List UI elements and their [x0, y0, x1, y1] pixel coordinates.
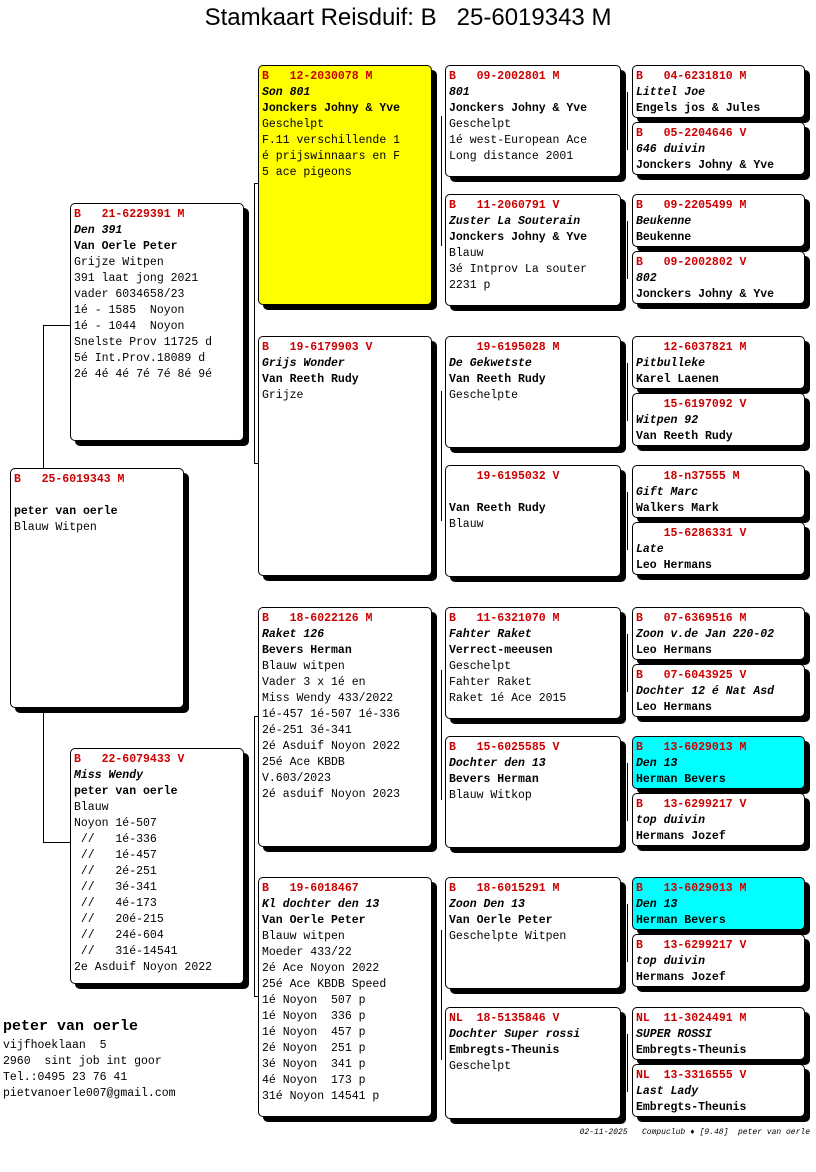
ring-number: B 18-6015291 M [449, 882, 560, 895]
connector-line [627, 763, 628, 821]
info-line: Miss Wendy 433/2022 [262, 692, 394, 705]
breeder-name: Jonckers Johny & Yve [636, 159, 775, 172]
pigeon-card-dam-sire [258, 607, 432, 847]
ring-number: B 13-6029013 M [636, 882, 747, 895]
owner-email: pietvanoerle007@gmail.com [3, 1087, 176, 1100]
info-line: Moeder 433/22 [262, 946, 352, 959]
info-line: 391 laat jong 2021 [74, 272, 199, 285]
info-line: // 31é-14541 [74, 945, 178, 958]
pigeon-card-dds [445, 877, 621, 989]
info-line: // 1é-457 [74, 849, 157, 862]
breeder-name: Jonckers Johny & Yve [262, 102, 401, 115]
info-line: Geschelpte [449, 389, 519, 402]
info-line: // 20é-215 [74, 913, 164, 926]
info-line: é prijswinnaars en F [262, 150, 401, 163]
connector-line [441, 116, 442, 246]
pigeon-name: Gift Marc [636, 486, 699, 499]
connector-line [627, 92, 628, 150]
info-line: 1é - 1585 Noyon [74, 304, 185, 317]
connector-line [627, 904, 628, 962]
info-line: Blauw Witkop [449, 789, 532, 802]
ring-number: NL 11-3024491 M [636, 1012, 747, 1025]
pigeon-card-sire-sire [258, 65, 432, 305]
info-line: Geschelpt [449, 118, 512, 131]
pigeon-name: Zuster La Souterain [449, 215, 581, 228]
ring-number: B 09-2002801 M [449, 70, 560, 83]
pigeon-card-g5 [632, 336, 805, 389]
breeder-name: Leo Hermans [636, 559, 712, 572]
pigeon-name: Pitbulleke [636, 357, 706, 370]
pigeon-name: Den 13 [636, 898, 678, 911]
info-line: Blauw witpen [262, 660, 345, 673]
ring-number: B 18-6022126 M [262, 612, 373, 625]
breeder-name: Embregts-Theunis [636, 1044, 747, 1057]
pigeon-name [14, 488, 183, 504]
breeder-name: Van Oerle Peter [449, 914, 553, 927]
ring-number: B 25-6019343 M [14, 473, 125, 486]
ring-number: B 11-6321070 M [449, 612, 560, 625]
pigeon-card-g4 [632, 251, 805, 304]
info-line: 2é Ace Noyon 2022 [262, 962, 380, 975]
info-line: 2231 p [449, 279, 491, 292]
pigeon-card-g9 [632, 607, 805, 660]
info-line: 1é-457 1é-507 1é-336 [262, 708, 401, 721]
owner-phone: Tel.:0495 23 76 41 [3, 1071, 128, 1084]
pigeon-name: 802 [636, 272, 657, 285]
pigeon-name: Littel Joe [636, 86, 706, 99]
pigeon-card-g16 [632, 1064, 805, 1117]
ring-number: B 09-2205499 M [636, 199, 747, 212]
breeder-name: Hermans Jozef [636, 971, 726, 984]
info-line: 5é Int.Prov.18089 d [74, 352, 206, 365]
breeder-name: Bevers Herman [262, 644, 352, 657]
pigeon-card-dss [445, 607, 621, 719]
connector-line [254, 716, 255, 996]
ring-number: 19-6195032 V [449, 470, 560, 483]
pigeon-name: 801 [449, 86, 470, 99]
ring-number: NL 18-5135846 V [449, 1012, 560, 1025]
ring-number: NL 13-3316555 V [636, 1069, 747, 1082]
info-line: Grijze Witpen [74, 256, 164, 269]
footer-print-info: 02-11-2025 Compuclub ♦ [9.48] peter van oerle [579, 1128, 810, 1137]
pigeon-card-g10 [632, 664, 805, 717]
info-line: // 1é-336 [74, 833, 157, 846]
info-line: 3é Noyon 341 p [262, 1058, 366, 1071]
pigeon-name: Dochter Super rossi [449, 1028, 581, 1041]
breeder-name: Walkers Mark [636, 502, 719, 515]
info-line: 25é Ace KBDB [262, 756, 345, 769]
pigeon-name: Dochter den 13 [449, 757, 546, 770]
pigeon-name [449, 485, 620, 501]
breeder-name: Van Oerle Peter [74, 240, 178, 253]
info-line: // 3é-341 [74, 881, 157, 894]
pigeon-name: Fahter Raket [449, 628, 532, 641]
info-line: Noyon 1é-507 [74, 817, 157, 830]
connector-line [627, 221, 628, 279]
breeder-name: peter van oerle [74, 785, 178, 798]
connector-line [43, 712, 44, 842]
info-line: Snelste Prov 11725 d [74, 336, 213, 349]
ring-number: 15-6197092 V [636, 398, 747, 411]
pigeon-name: De Gekwetste [449, 357, 532, 370]
pigeon-name: Witpen 92 [636, 414, 699, 427]
pigeon-name: Kl dochter den 13 [262, 898, 380, 911]
breeder-name: Leo Hermans [636, 644, 712, 657]
info-line: 3é Intprov La souter [449, 263, 588, 276]
pigeon-card-sire-dam [258, 336, 432, 576]
connector-line [43, 325, 70, 326]
info-line: 5 ace pigeons [262, 166, 352, 179]
info-line: F.11 verschillende 1 [262, 134, 401, 147]
pigeon-card-subject [10, 468, 184, 708]
ring-number: B 07-6043925 V [636, 669, 747, 682]
pigeon-name: Den 13 [636, 757, 678, 770]
ring-number: 12-6037821 M [636, 341, 747, 354]
ring-number: B 13-6299217 V [636, 798, 747, 811]
ring-number: B 19-6018467 [262, 882, 359, 895]
info-line: 2é Noyon 251 p [262, 1042, 366, 1055]
pigeon-name: Raket 126 [262, 628, 325, 641]
info-line: Geschelpt [449, 1060, 512, 1073]
pigeon-name: Zoon v.de Jan 220-02 [636, 628, 775, 641]
pigeon-name: 646 duivin [636, 143, 706, 156]
ring-number: B 21-6229391 M [74, 208, 185, 221]
ring-number: B 19-6179903 V [262, 341, 373, 354]
info-line: 2é Asduif Noyon 2022 [262, 740, 401, 753]
breeder-name: Hermans Jozef [636, 830, 726, 843]
pigeon-card-g6 [632, 393, 805, 446]
info-line: Geschelpt [262, 118, 325, 131]
info-line: Blauw [449, 247, 484, 260]
pigeon-card-g7 [632, 465, 805, 518]
ring-number: B 05-2204646 V [636, 127, 747, 140]
info-line: Vader 3 x 1é en [262, 676, 366, 689]
pigeon-name: SUPER ROSSI [636, 1028, 712, 1041]
ring-number: B 09-2002802 V [636, 256, 747, 269]
connector-line [254, 183, 255, 463]
connector-line [441, 670, 442, 800]
info-line: Fahter Raket [449, 676, 532, 689]
ring-number: B 13-6299217 V [636, 939, 747, 952]
pigeon-card-g3 [632, 194, 805, 247]
info-line: 1é Noyon 507 p [262, 994, 366, 1007]
pigeon-card-sire [70, 203, 244, 441]
info-line: Raket 1é Ace 2015 [449, 692, 567, 705]
ring-number: 18-n37555 M [636, 470, 740, 483]
connector-line [43, 842, 70, 843]
breeder-name: Jonckers Johny & Yve [636, 288, 775, 301]
ring-number: B 12-2030078 M [262, 70, 373, 83]
info-line: Blauw [449, 518, 484, 531]
info-line: V.603/2023 [262, 772, 332, 785]
pigeon-name: Beukenne [636, 215, 692, 228]
pigeon-card-dam [70, 748, 244, 984]
pigeon-card-ddd [445, 1007, 621, 1119]
breeder-name: Leo Hermans [636, 701, 712, 714]
info-line: 1é - 1044 Noyon [74, 320, 185, 333]
pigeon-card-g11 [632, 736, 805, 789]
breeder-name: Van Reeth Rudy [636, 430, 733, 443]
info-line: 2é-251 3é-341 [262, 724, 352, 737]
connector-line [441, 930, 442, 1060]
pigeon-name: top duivin [636, 814, 706, 827]
ring-number: B 04-6231810 M [636, 70, 747, 83]
connector-line [441, 391, 442, 521]
pigeon-card-g15 [632, 1007, 805, 1060]
pigeon-card-dam-dam [258, 877, 432, 1117]
pigeon-card-sds [445, 336, 621, 448]
connector-line [627, 1034, 628, 1092]
breeder-name: peter van oerle [14, 505, 118, 518]
pigeon-card-g14 [632, 934, 805, 987]
pigeon-card-g12 [632, 793, 805, 846]
breeder-name: Embregts-Theunis [449, 1044, 560, 1057]
ring-number: 19-6195028 M [449, 341, 560, 354]
pigeon-name: Miss Wendy [74, 769, 144, 782]
owner-address-block [3, 1018, 176, 1102]
breeder-name: Herman Bevers [636, 773, 726, 786]
pigeon-card-g8 [632, 522, 805, 575]
owner-street: vijfhoeklaan 5 [3, 1039, 107, 1052]
connector-line [627, 492, 628, 550]
breeder-name: Van Reeth Rudy [449, 502, 546, 515]
breeder-name: Embregts-Theunis [636, 1101, 747, 1114]
info-line: // 4é-173 [74, 897, 157, 910]
connector-line [627, 634, 628, 692]
breeder-name: Jonckers Johny & Yve [449, 102, 588, 115]
owner-name: peter van oerle [3, 1018, 139, 1035]
ring-number: B 15-6025585 V [449, 741, 560, 754]
breeder-name: Verrect-meeusen [449, 644, 553, 657]
pigeon-name: Last Lady [636, 1085, 699, 1098]
ring-number: B 22-6079433 V [74, 753, 185, 766]
info-line: Geschelpte Witpen [449, 930, 567, 943]
ring-number: 15-6286331 V [636, 527, 747, 540]
info-line: // 2é-251 [74, 865, 157, 878]
info-line: 31é Noyon 14541 p [262, 1090, 380, 1103]
ring-number: B 07-6369516 M [636, 612, 747, 625]
info-line: Grijze [262, 389, 304, 402]
pigeon-card-dsd [445, 736, 621, 848]
connector-line [627, 363, 628, 421]
breeder-name: Beukenne [636, 231, 692, 244]
connector-line [43, 325, 44, 470]
breeder-name: Van Reeth Rudy [449, 373, 546, 386]
ring-number: B 13-6029013 M [636, 741, 747, 754]
info-line: 2é asduif Noyon 2023 [262, 788, 401, 801]
breeder-name: Engels jos & Jules [636, 102, 761, 115]
info-line: 25é Ace KBDB Speed [262, 978, 387, 991]
info-line: 1é west-European Ace [449, 134, 588, 147]
pigeon-card-g1 [632, 65, 805, 118]
pigeon-name: Zoon Den 13 [449, 898, 525, 911]
info-line: 4é Noyon 173 p [262, 1074, 366, 1087]
info-line: 2é 4é 4é 7é 7é 8é 9é [74, 368, 213, 381]
info-line: Blauw [74, 801, 109, 814]
info-line: Blauw Witpen [14, 521, 97, 534]
info-line: 1é Noyon 336 p [262, 1010, 366, 1023]
pigeon-card-ssd [445, 194, 621, 306]
info-line: 2e Asduif Noyon 2022 [74, 961, 213, 974]
pigeon-name: Son 801 [262, 86, 311, 99]
ring-number: B 11-2060791 V [449, 199, 560, 212]
pigeon-card-g2 [632, 122, 805, 175]
info-line: vader 6034658/23 [74, 288, 185, 301]
pigeon-name: Late [636, 543, 664, 556]
pigeon-card-sss [445, 65, 621, 177]
breeder-name: Karel Laenen [636, 373, 719, 386]
owner-city: 2960 sint job int goor [3, 1055, 162, 1068]
pigeon-name: top duivin [636, 955, 706, 968]
pigeon-name: Grijs Wonder [262, 357, 345, 370]
pigeon-name: Den 391 [74, 224, 123, 237]
breeder-name: Herman Bevers [636, 914, 726, 927]
info-line: Blauw witpen [262, 930, 345, 943]
breeder-name: Van Oerle Peter [262, 914, 366, 927]
breeder-name: Jonckers Johny & Yve [449, 231, 588, 244]
pigeon-card-g13 [632, 877, 805, 930]
info-line: Long distance 2001 [449, 150, 574, 163]
breeder-name: Bevers Herman [449, 773, 539, 786]
page-title: Stamkaart Reisduif: B 25-6019343 M [204, 4, 612, 31]
info-line: Geschelpt [449, 660, 512, 673]
pigeon-name: Dochter 12 é Nat Asd [636, 685, 775, 698]
breeder-name: Van Reeth Rudy [262, 373, 359, 386]
info-line: // 24é-604 [74, 929, 164, 942]
pigeon-card-sdd [445, 465, 621, 577]
info-line: 1é Noyon 457 p [262, 1026, 366, 1039]
